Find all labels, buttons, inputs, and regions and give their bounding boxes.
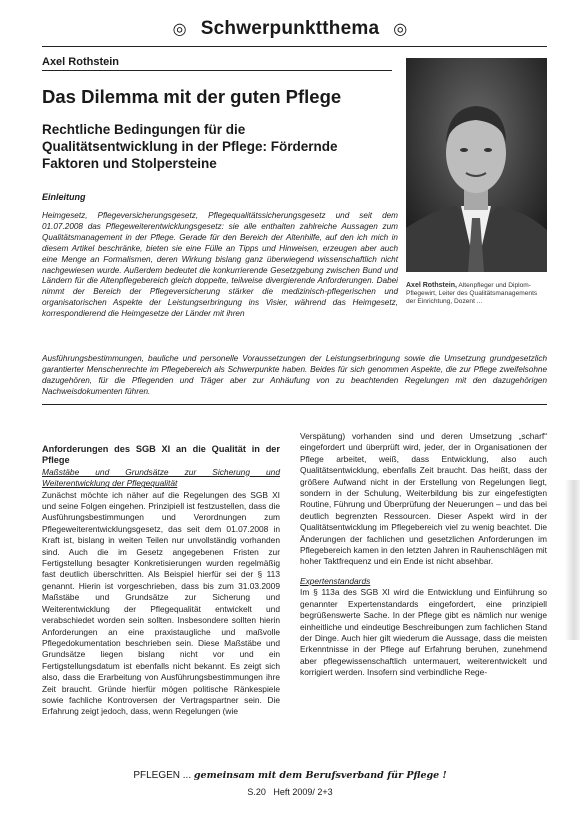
caption-text: Altenpfleger und Diplom-Pflegewirt, Leiter des Qualitätsmanagements der Einrichtung, Dozent ... — [406, 282, 538, 305]
left-column-text: Zunächst möchte ich näher auf die Regelungen des SGB XI und seine Folgen eingehen. Prinzipiell ist festzustellen, dass die Ausführungsbestimmungen und Verordnungen zum Pflegeweiterentwicklungsgesetz, das seit dem 01.07.2008 in Kraft ist, bislang in weiten Teilen nur unvollständig vorhanden sind. Auch die im Gesetz angegebenen Fristen zur Fertigstellung besagter Konkretisierungen wurden regelmäßig fast deutlich überschritten. Als Beispiel hierfür sei der § 113 genannt. Hierin ist vorgeschrieben, dass bis zum 31.03.2009 Maßstäbe und Grundsätze zur Sicherung und Weiterentwicklung der Pflegequalität entwickelt und verabschiedet worden sein sollten. Insbesondere sollten hierin Anforderungen an eine praxistaugliche und maßvolle Pflegedokumentation beschrieben sein. Diese Maßstäbe und Grundsätze liegen bislang nicht vor und ein Fertigstellungsdatum ist ebenfalls nicht bekannt. Es zeigt sich also, dass die Erarbeitung von Ausführungsbestimmungen ihre Zeit braucht. Gründe hierfür mögen politische Ränkespiele sowie fachliche Kontroversen der Vertragspartner sein. Die Erfahrung zeigt jedoch, dass, wenn Regelungen (wie — [42, 489, 280, 717]
scan-edge — [565, 480, 580, 640]
right-column-text-1: Verspätung) vorhanden sind und deren Umsetzung „scharf“ eingefordert und überprüft wird, jeder, der in Organisationen der Pflege arbeitet, weiß, dass Entwicklung, also auch Qualitätsentwicklung, ebenfalls Zeit braucht. Das heißt, dass der größere Aufwand nicht in der Erstellung von Regelungen liegt, sondern in der Schulung, Weiterbildung bis zur eingefestigten Routine, Führung und Überprüfung der Neuerungen – und das bei deutlich begrenzten Ressourcen. Dieser Aspekt wird in der Qualitätsentwicklung im Pflegebereich viel zu wenig beachtet. Die Änderungen der fachlichen und gesetzlichen Anforderungen im Pflegebereich kamen in den letzten Jahren in Rauhenschlägen mit hoher Taktfrequenz und ein Ende ist nicht absehbar. — [300, 431, 547, 567]
right-column — [300, 431, 547, 679]
intro-paragraph-1: Heimgesetz, Pflegeversicherungsgesetz, Pflegequalitätssicherungsgesetz und seit dem 01.07.2008 das Pflegeweiterentwicklungsgesetz: sie alle enthalten zahlreiche Aussagen zum Qualitätsmanagement in der Pflege. Gerade für den Bereich der Altenhilfe, auf den ich mich in diesem Artikel beschränke, bieten sie eine Fülle an Tipps und Hinweisen, erzeugen aber auch eine Menge an Formalismen, deren Wirkung bislang ganz überwiegend wissenschaftlich nicht nachgewiesen wurde. Außerdem bedeutet die konkurrierende Gesetzgebung zwischen Bund und Ländern für die Altenpflegebereich gleich doppelte, teilweise divergierende Anforderungen. Dabei nimmt der Bereich der Pflegeversicherung stärker die medizinisch-pflegerischen und organisatorischen Aspekte der Leistungserbringung ins Visier, während das Heimgesetz, korrespondierend die Heimgesetze der Länder mit ihren — [42, 211, 398, 319]
author-name: Axel Rothstein — [42, 56, 120, 68]
intro-rule — [42, 404, 547, 405]
page-number: S.20 — [247, 787, 266, 797]
article-subtitle: Rechtliche Bedingungen für die Qualitätsentwicklung in der Pflege: Fördernde Faktoren und Stolpersteine — [42, 122, 338, 171]
right-column-text-2: Im § 113a des SGB XI wird die Entwicklung und Einführung so genannter Expertenstandards eingefordert, eine prinzipiell begrüßenswerte Sache. In der Pflege gibt es nämlich nur wenige einheitliche und eindeutige Beschreibungen zum fachlichen Stand der Dinge. Auch hier gilt wiederum die Aussage, dass die meisten Erkenntnisse in der Pflege auf Erfahrung beruhen, zunehmend aber pflegewissenschaftlich untermauert, weiterentwickelt und korrigiert werden. Insofern sind verbindliche Rege- — [300, 587, 547, 678]
article-title: Das Dilemma mit der guten Pflege — [42, 86, 342, 107]
author-rule — [42, 70, 392, 71]
section-header — [0, 18, 580, 40]
target-icon: ◎ — [172, 21, 187, 38]
photo-caption — [406, 282, 547, 306]
caption-name: Axel Rothstein, — [406, 282, 457, 289]
footer-slogan: gemeinsam mit dem Berufsverband für Pflege ! — [193, 770, 447, 781]
subheading-expert-standards: Expertenstandards — [300, 575, 371, 586]
footer-page-line — [0, 787, 580, 797]
issue-number: Heft 2009/ 2+3 — [273, 787, 333, 797]
intro-heading: Einleitung — [42, 192, 86, 202]
left-column — [42, 444, 280, 718]
intro-paragraph-2: Ausführungsbestimmungen, bauliche und personelle Voraussetzungen der Leistungserbringung sowie die Umsetzung grundgesetzlich garantierter Menschenrechte im Pflegebereich als Schwerpunkte haben. Beides für sich genommen Aspekte, die zur Pflege zweifelsohne dazugehören, für die Pflegenden und Träger aber zur Anhäufung von zu beachtenden Regelungen mit den dazugehörigen Nachweisdokumenten führen. — [42, 354, 547, 396]
header-rule — [42, 46, 547, 47]
section-title: Schwerpunktthema — [200, 18, 380, 39]
target-icon: ◎ — [393, 21, 408, 38]
footer-brand: PFLEGEN ... — [133, 770, 192, 781]
subheading-standards: Maßstäbe und Grundsätze zur Sicherung und Weiterentwicklung der Pflegequalität — [42, 466, 280, 489]
footer-slogan-line — [0, 770, 580, 781]
section-heading-sgb: Anforderungen des SGB XI an die Qualität in der Pflege — [42, 444, 280, 466]
author-photo — [406, 58, 547, 272]
